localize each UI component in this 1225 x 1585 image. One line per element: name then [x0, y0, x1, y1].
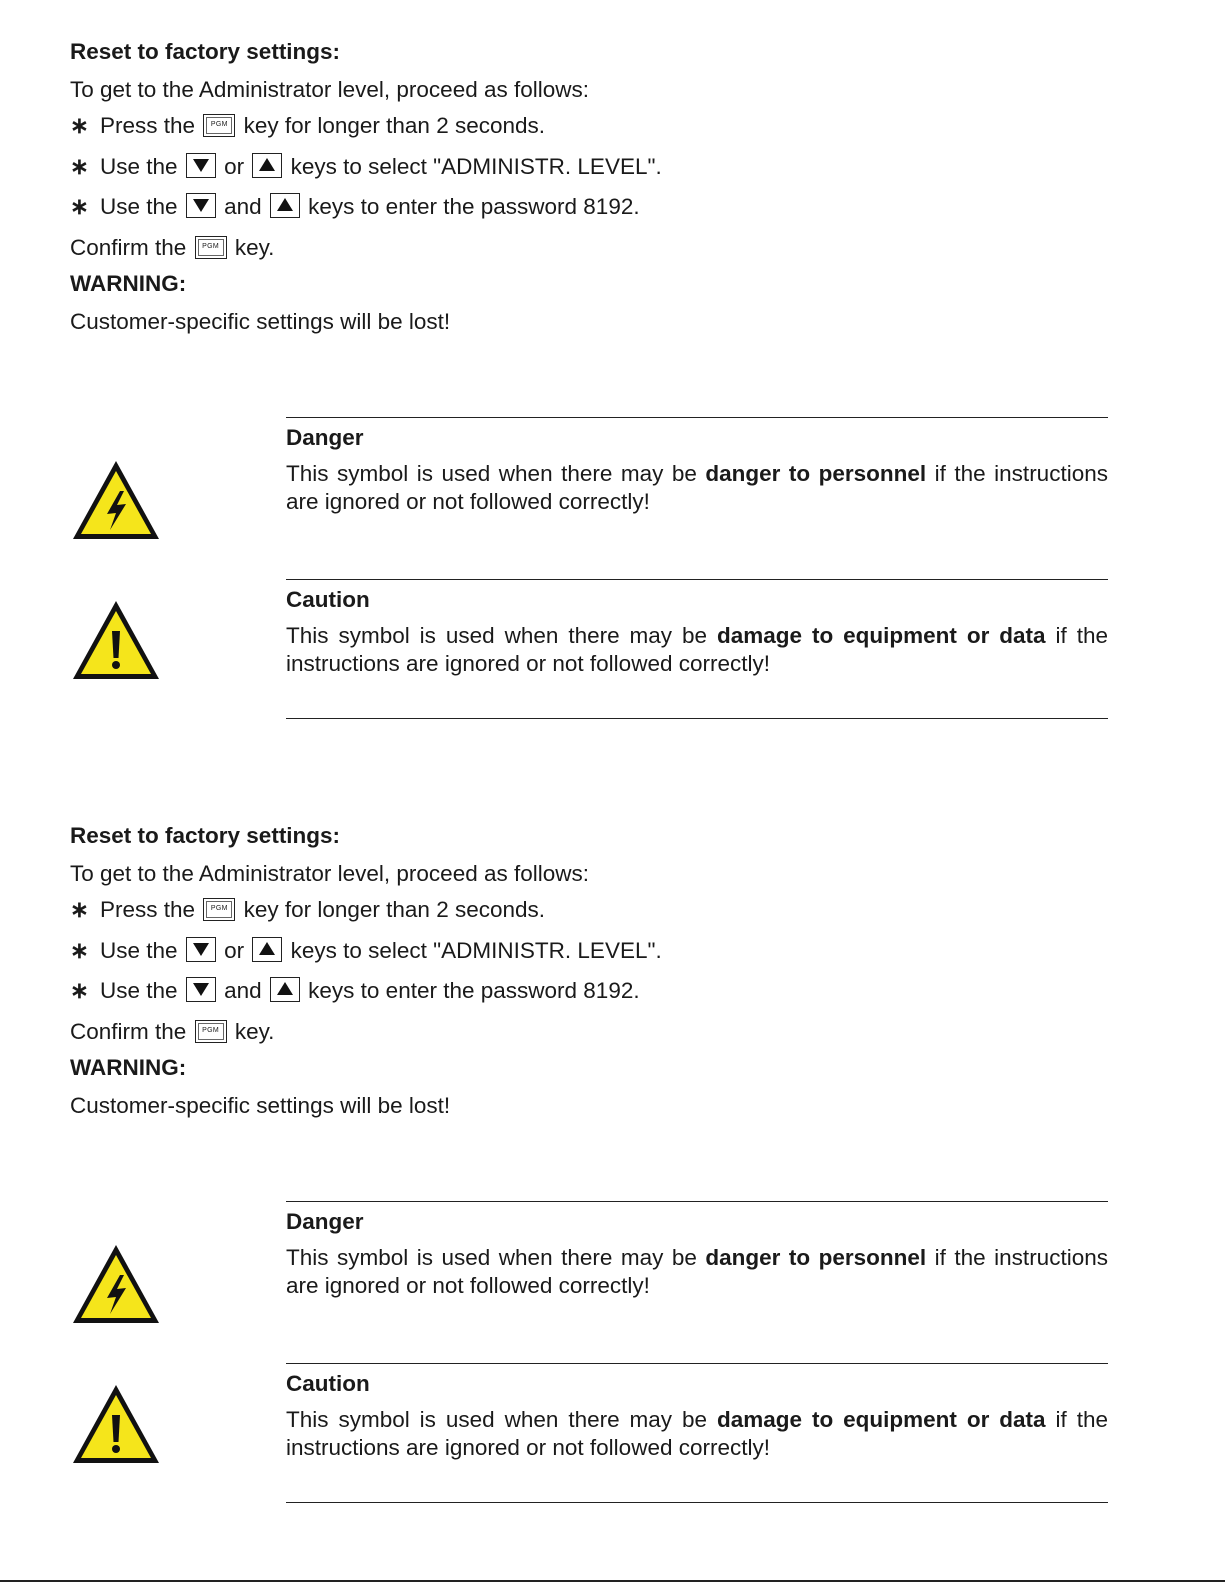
step-text: Use the [100, 154, 178, 179]
bullet-asterisk: ∗ [70, 978, 89, 1003]
step-text: keys to enter the password 8192. [308, 978, 640, 1003]
up-arrow-key-icon [252, 937, 282, 962]
section-heading: Reset to factory settings: [70, 39, 341, 64]
danger-text: This symbol is used when there may be danger to personnel if the instructions are ignored or not followed correctly! [286, 461, 1108, 514]
bullet-asterisk: ∗ [70, 194, 89, 219]
divider [286, 1363, 1108, 1364]
down-arrow-key-icon [186, 937, 216, 962]
step-press-pgm [70, 112, 545, 140]
step-text: Press the [100, 897, 196, 922]
high-voltage-warning-icon [70, 1242, 162, 1326]
caution-title: Caution [286, 1371, 370, 1396]
up-arrow-key-icon [270, 193, 300, 218]
bullet-asterisk: ∗ [70, 154, 89, 179]
pgm-key-icon: PGM [203, 898, 235, 921]
danger-text: This symbol is used when there may be danger to personnel if the instructions are ignored or not followed correctly! [286, 1245, 1108, 1298]
step-text: Press the [100, 113, 196, 138]
step-text: or [224, 154, 245, 179]
divider [286, 1502, 1108, 1503]
step-text: Use the [100, 194, 178, 219]
bullet-asterisk: ∗ [70, 897, 89, 922]
bullet-asterisk: ∗ [70, 113, 89, 138]
pgm-key-icon: PGM [203, 114, 235, 137]
down-arrow-key-icon [186, 977, 216, 1002]
pgm-key-icon: PGM [195, 236, 227, 259]
divider [286, 1201, 1108, 1202]
step-text: Use the [100, 938, 178, 963]
up-arrow-key-icon [270, 977, 300, 1002]
step-text: and [224, 978, 262, 1003]
step-text: key for longer than 2 seconds. [243, 113, 546, 138]
step-enter-password [70, 977, 640, 1005]
divider [286, 718, 1108, 719]
confirm-line: Confirm the PGM key. [70, 1019, 275, 1044]
bullet-asterisk: ∗ [70, 938, 89, 963]
step-text: key for longer than 2 seconds. [243, 897, 546, 922]
warning-label: WARNING: [70, 1055, 187, 1080]
divider [286, 579, 1108, 580]
warning-text: Customer-specific settings will be lost! [70, 309, 451, 334]
step-select-level [70, 153, 662, 181]
exclamation-warning-icon [70, 1382, 162, 1466]
up-arrow-key-icon [252, 153, 282, 178]
danger-title: Danger [286, 425, 364, 450]
intro-text: To get to the Administrator level, proceed as follows: [70, 77, 590, 102]
caution-text: This symbol is used when there may be damage to equipment or data if the instructions are ignored or not followed correctly! [286, 1407, 1108, 1460]
section-heading: Reset to factory settings: [70, 823, 341, 848]
caution-text: This symbol is used when there may be damage to equipment or data if the instructions are ignored or not followed correctly! [286, 623, 1108, 676]
step-text: Use the [100, 978, 178, 1003]
danger-title: Danger [286, 1209, 364, 1234]
step-text: keys to enter the password 8192. [308, 194, 640, 219]
divider [286, 417, 1108, 418]
exclamation-warning-icon [70, 598, 162, 682]
step-text: and [224, 194, 262, 219]
pgm-key-icon: PGM [195, 1020, 227, 1043]
step-enter-password [70, 193, 640, 221]
caution-title: Caution [286, 587, 370, 612]
step-press-pgm [70, 896, 545, 924]
down-arrow-key-icon [186, 193, 216, 218]
warning-label: WARNING: [70, 271, 187, 296]
warning-text: Customer-specific settings will be lost! [70, 1093, 451, 1118]
reset-section [0, 0, 1225, 784]
step-text: keys to select "ADMINISTR. LEVEL". [290, 938, 662, 963]
reset-section [0, 784, 1225, 1568]
page-bottom-rule [0, 1580, 1225, 1582]
confirm-line: Confirm the PGM key. [70, 235, 275, 260]
down-arrow-key-icon [186, 153, 216, 178]
step-text: or [224, 938, 245, 963]
high-voltage-warning-icon [70, 458, 162, 542]
intro-text: To get to the Administrator level, proceed as follows: [70, 861, 590, 886]
step-select-level [70, 937, 662, 965]
step-text: keys to select "ADMINISTR. LEVEL". [290, 154, 662, 179]
